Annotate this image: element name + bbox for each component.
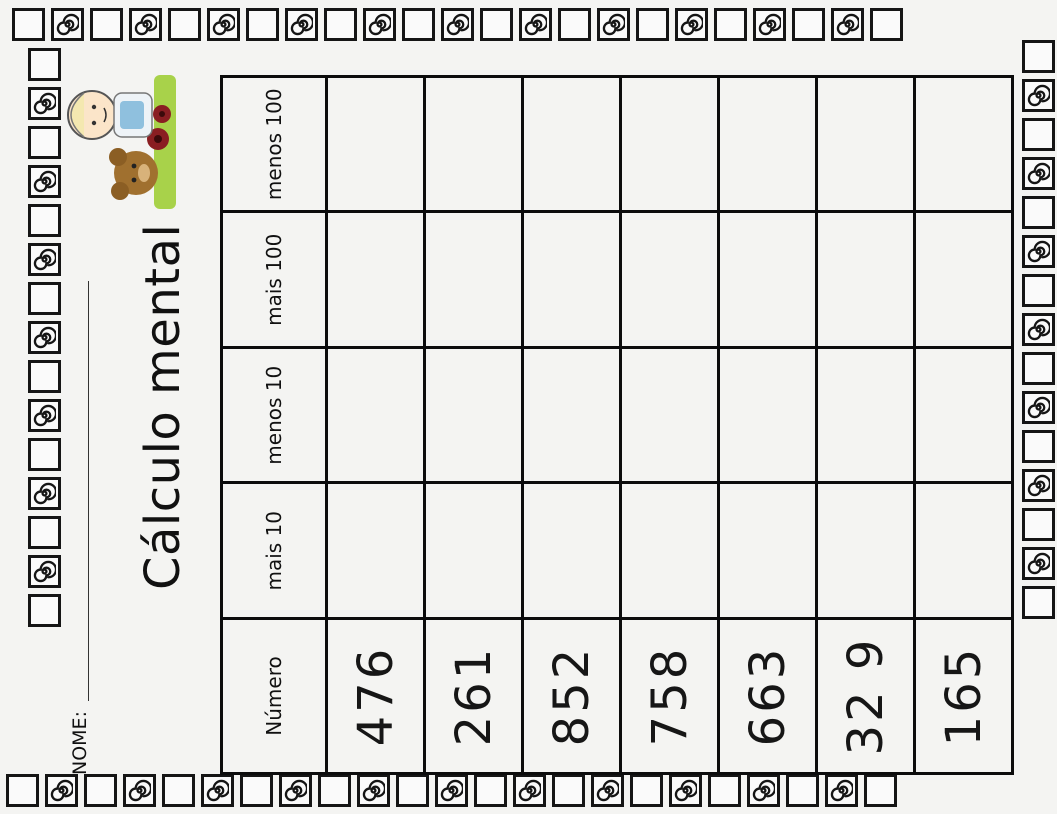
spiral-icon [1022,391,1055,424]
answer-cell-mais-100[interactable] [621,212,719,348]
border-square [792,8,825,41]
answer-cell-mais-10[interactable] [719,483,817,619]
border-top [12,4,903,44]
spiral-icon [597,8,630,41]
border-square [786,774,819,807]
spiral-icon [45,774,78,807]
spiral-icon [1022,313,1055,346]
table-row [817,77,915,774]
table-row [425,77,523,774]
table-row [523,77,621,774]
border-square [714,8,747,41]
border-square [864,774,897,807]
answer-cell-mais-100[interactable] [327,212,425,348]
answer-cell-mais-100[interactable] [719,212,817,348]
spiral-icon [1022,469,1055,502]
answer-cell-mais-10[interactable] [817,483,915,619]
border-square [1022,352,1055,385]
border-square [162,774,195,807]
spiral-icon [363,8,396,41]
spiral-icon [753,8,786,41]
answer-cell-menos-100[interactable] [915,77,1013,213]
worksheet-page [40,75,1000,775]
spiral-icon [747,774,780,807]
worksheet-title: Cálculo mental [135,223,191,590]
border-square [402,8,435,41]
border-square [636,8,669,41]
answer-cell-mais-10[interactable] [621,483,719,619]
border-square [1022,508,1055,541]
border-bottom [6,770,897,810]
border-square [1022,430,1055,463]
header-mais-10: mais 10 [222,483,327,619]
number-cell: 663 [719,619,817,774]
number-cell: 476 [327,619,425,774]
number-cell: 165 [915,619,1013,774]
border-square [240,774,273,807]
answer-cell-menos-100[interactable] [523,77,621,213]
spiral-icon [1022,157,1055,190]
spiral-icon [129,8,162,41]
answer-cell-menos-100[interactable] [817,77,915,213]
table-header-row [222,77,327,774]
border-square [474,774,507,807]
answer-cell-mais-100[interactable] [915,212,1013,348]
border-square [708,774,741,807]
answer-cell-mais-10[interactable] [523,483,621,619]
spiral-icon [51,8,84,41]
answer-cell-mais-100[interactable] [817,212,915,348]
number-cell: 758 [621,619,719,774]
border-square [90,8,123,41]
border-square [630,774,663,807]
header-mais-100: mais 100 [222,212,327,348]
border-square [168,8,201,41]
border-square [1022,196,1055,229]
spiral-icon [825,774,858,807]
table-body [327,77,1013,774]
border-square [552,774,585,807]
spiral-icon [441,8,474,41]
border-square [1022,586,1055,619]
answer-cell-menos-10[interactable] [327,348,425,484]
header-menos-100: menos 100 [222,77,327,213]
number-cell: 261 [425,619,523,774]
doctor-teddy-clipart [50,75,210,209]
name-field [52,281,108,775]
border-square [246,8,279,41]
answer-cell-mais-10[interactable] [915,483,1013,619]
spiral-icon [831,8,864,41]
border-square [324,8,357,41]
spiral-icon [279,774,312,807]
header-numero: Número [222,619,327,774]
table-row [915,77,1013,774]
answer-cell-menos-10[interactable] [719,348,817,484]
border-square [1022,118,1055,151]
spiral-icon [201,774,234,807]
number-cell: 852 [523,619,621,774]
border-square [870,8,903,41]
spiral-icon [519,8,552,41]
border-square [1022,40,1055,73]
answer-cell-mais-100[interactable] [523,212,621,348]
border-square [6,774,39,807]
border-square [558,8,591,41]
spiral-icon [1022,79,1055,112]
border-square [12,8,45,41]
spiral-icon [591,774,624,807]
table-row [621,77,719,774]
answer-cell-menos-10[interactable] [915,348,1013,484]
header-menos-10: menos 10 [222,348,327,484]
answer-cell-menos-100[interactable] [719,77,817,213]
mental-math-table [220,75,1014,775]
answer-cell-menos-10[interactable] [621,348,719,484]
spiral-icon [285,8,318,41]
name-label: NOME: [69,711,91,775]
answer-cell-menos-10[interactable] [523,348,621,484]
answer-cell-menos-10[interactable] [425,348,523,484]
spiral-icon [357,774,390,807]
spiral-icon [669,774,702,807]
border-square [480,8,513,41]
border-right [1018,40,1057,619]
spiral-icon [207,8,240,41]
spiral-icon [1022,235,1055,268]
answer-cell-mais-10[interactable] [327,483,425,619]
answer-cell-menos-10[interactable] [817,348,915,484]
spiral-icon [435,774,468,807]
answer-cell-mais-100[interactable] [425,212,523,348]
answer-cell-menos-100[interactable] [327,77,425,213]
answer-cell-mais-10[interactable] [425,483,523,619]
border-square [396,774,429,807]
answer-cell-menos-100[interactable] [425,77,523,213]
border-square [318,774,351,807]
name-line[interactable] [87,281,89,701]
border-square [84,774,117,807]
spiral-icon [675,8,708,41]
spiral-icon [513,774,546,807]
table-row [327,77,425,774]
border-square [1022,274,1055,307]
answer-cell-menos-100[interactable] [621,77,719,213]
spiral-icon [123,774,156,807]
number-cell: 32 9 [817,619,915,774]
spiral-icon [1022,547,1055,580]
table-row [719,77,817,774]
